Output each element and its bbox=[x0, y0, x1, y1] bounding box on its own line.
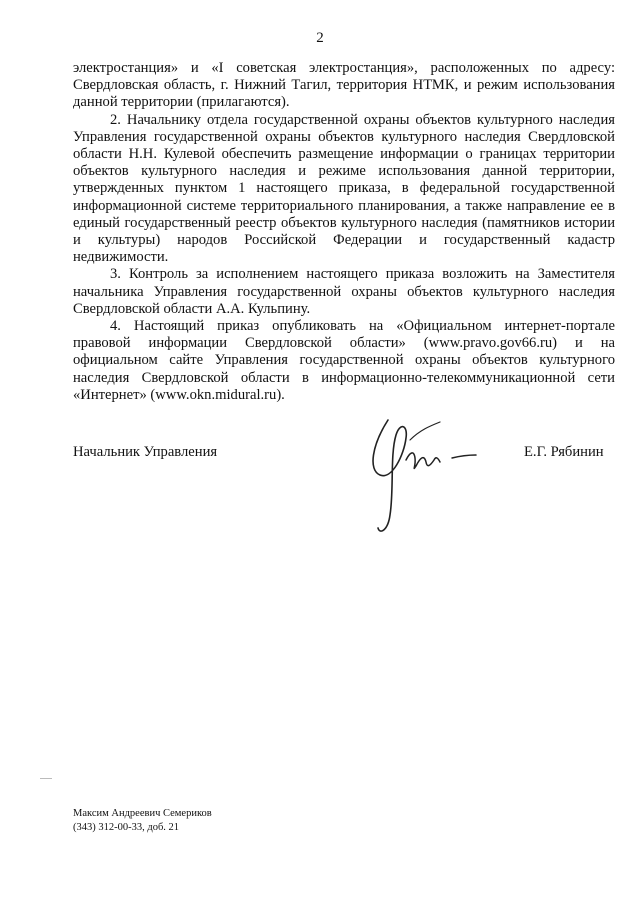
handwritten-signature bbox=[360, 400, 490, 540]
paragraph-4: 4. Настоящий приказ опубликовать на «Официальном интернет-портале правовой информации Свердловской области» (www.pravo.gov66.ru) и на официальном сайте Управления государственной охраны объектов культурного наследия Свердловской области в информационно-телекоммуникационной сети «Интернет» (www.okn.midural.ru). bbox=[73, 318, 615, 403]
signatory-title: Начальник Управления bbox=[73, 444, 218, 460]
scan-mark bbox=[40, 778, 52, 779]
signatory-name: Е.Г. Рябинин bbox=[524, 444, 604, 460]
paragraph-2: 2. Начальнику отдела государственной охраны объектов культурного наследия Управления государственной охраны объектов культурного наследия Свердловской области Н.Н. Кулевой обеспечить размещение информации о границах территории объектов культурного наследия и режиме использования данной территории, утвержденных пунктом 1 настоящего приказа, в федеральной государственной информационной системе территориального планирования, а также направление ее в единый государственный реестр объектов культурного наследия (памятников истории и культуры) народов Российской Федерации и государственный кадастр недвижимости. bbox=[73, 111, 615, 266]
executor-name: Максим Андреевич Семериков bbox=[73, 808, 212, 819]
page-number: 2 bbox=[316, 30, 324, 46]
executor-phone: (343) 312-00-33, доб. 21 bbox=[73, 822, 180, 833]
executor-info bbox=[73, 807, 212, 835]
document-body bbox=[73, 60, 615, 404]
paragraph-continuation: электростанция» и «I советская электростанция», расположенных по адресу: Свердловская область, г. Нижний Тагил, территория НТМК, и режим использования данной территории (прилагаются). bbox=[73, 60, 615, 111]
paragraph-3: 3. Контроль за исполнением настоящего приказа возложить на Заместителя начальника Управления государственной охраны объектов культурного наследия Свердловской области А.А. Кульпину. bbox=[73, 266, 615, 317]
